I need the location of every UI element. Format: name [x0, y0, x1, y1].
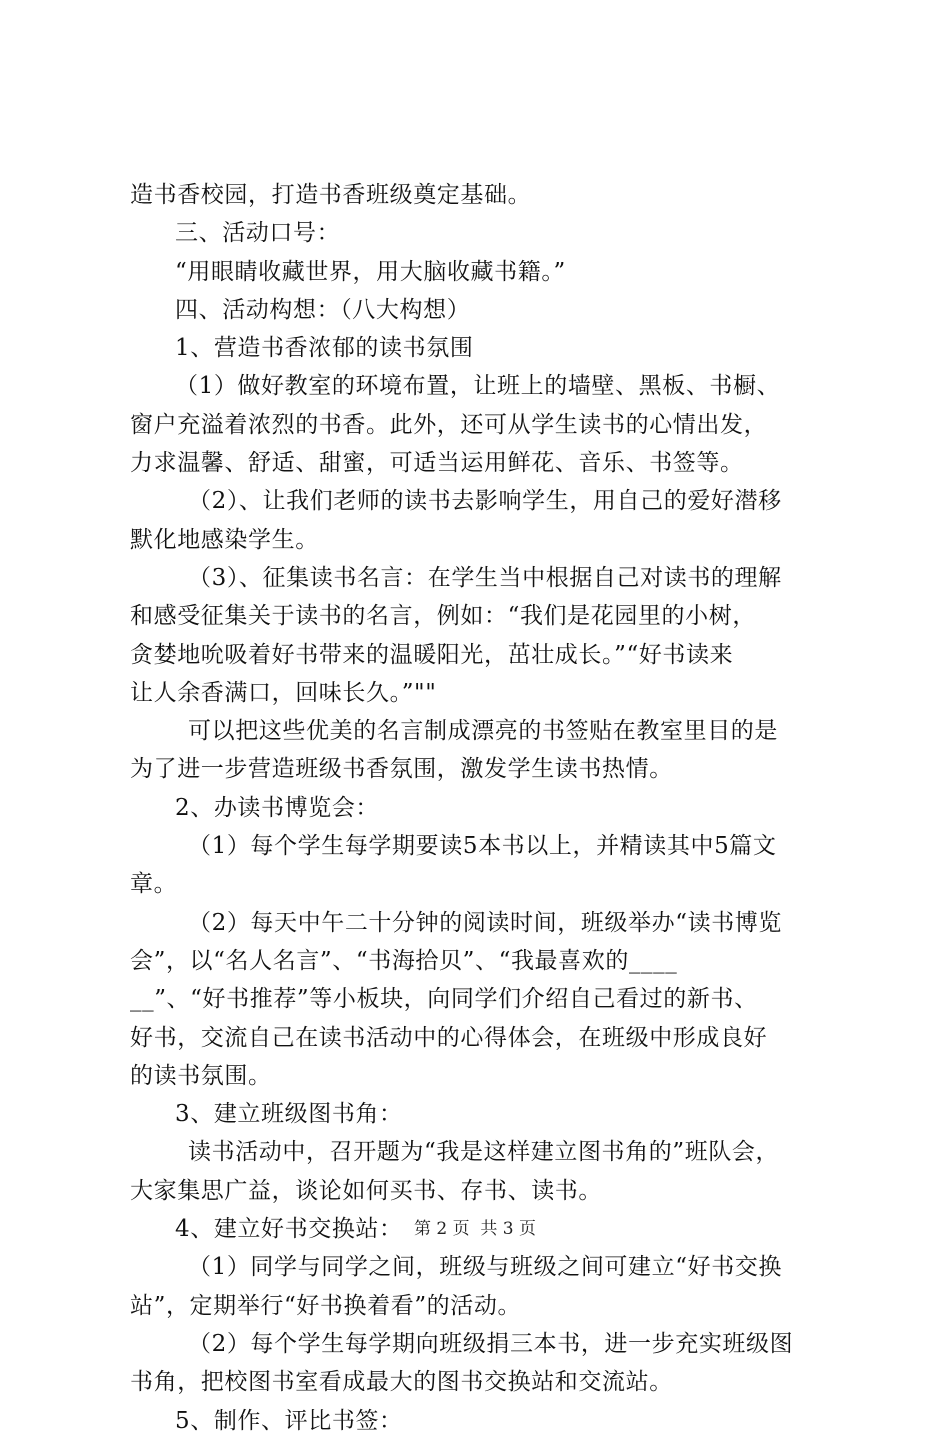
paragraph-line: （2）每天中午二十分钟的阅读时间，班级举办“读书博览 [188, 909, 782, 936]
paragraph-line: 好书，交流自己在读书活动中的心得体会，在班级中形成良好 [130, 1024, 768, 1051]
paragraph-line: （2）每个学生每学期向班级捐三本书，进一步充实班级图 [188, 1330, 794, 1357]
paragraph-line: 为了进一步营造班级书香氛围，激发学生读书热情。 [130, 756, 673, 783]
paragraph-line: 窗户充溢着浓烈的书香。此外，还可从学生读书的心情出发， [130, 411, 768, 438]
paragraph-line: （3）、征集读书名言：在学生当中根据自己对读书的理解 [188, 564, 782, 591]
subheading-bookmarks: 5、制作、评比书签： [175, 1407, 403, 1434]
section-heading-slogan: 三、活动口号： [175, 220, 341, 247]
section-heading-ideas: 四、活动构想：（八大构想） [175, 296, 471, 323]
subheading-book-fair: 2、办读书博览会： [175, 794, 380, 821]
paragraph-line: 贪婪地吮吸着好书带来的温暖阳光，茁壮成长。”“好书读来 [130, 641, 734, 668]
paragraph-line: 会”，以“名人名言”、“书海拾贝”、“我最喜欢的____ [130, 947, 678, 974]
paragraph-line: （1）做好教室的环境布置，让班上的墙壁、黑板、书橱、 [175, 373, 781, 400]
paragraph-line: 书角，把校图书室看成最大的图书交换站和交流站。 [130, 1369, 673, 1396]
subheading-book-exchange: 4、建立好书交换站： [175, 1216, 403, 1243]
paragraph-line: 站”，定期举行“好书换着看”的活动。 [130, 1292, 522, 1319]
paragraph-line: （1）每个学生每学期要读5本书以上，并精读其中5篇文 [188, 833, 777, 860]
paragraph-line: 章。 [130, 871, 178, 898]
paragraph-line: 可以把这些优美的名言制成漂亮的书签贴在教室里目的是 [188, 718, 778, 745]
paragraph-line: 和感受征集关于读书的名言，例如：“我们是花园里的小树， [130, 603, 756, 630]
slogan-text: “用眼睛收藏世界，用大脑收藏书籍。” [175, 258, 566, 285]
paragraph-line: （2）、让我们老师的读书去影响学生，用自己的爱好潜移 [188, 488, 782, 515]
paragraph-line: __”、“好书推荐”等小板块，向同学们介绍自己看过的新书、 [130, 986, 758, 1013]
paragraph-line: 让人余香满口，回味长久。”"" [130, 679, 437, 706]
paragraph-line: 读书活动中，召开题为“我是这样建立图书角的”班队会， [188, 1139, 780, 1166]
subheading-atmosphere: 1、营造书香浓郁的读书氛围 [175, 335, 474, 362]
document-body [130, 176, 842, 1440]
paragraph-line: 力求温馨、舒适、甜蜜，可适当运用鲜花、音乐、书签等。 [130, 450, 744, 477]
page-number-footer: 第 2 页 共 3 页 [413, 1219, 537, 1239]
subheading-book-corner: 3、建立班级图书角： [175, 1101, 403, 1128]
paragraph-line: 造书香校园，打造书香班级奠定基础。 [130, 182, 532, 208]
paragraph-line: （1）同学与同学之间，班级与班级之间可建立“好书交换 [188, 1254, 782, 1281]
paragraph-line: 大家集思广益，谈论如何买书、存书、读书。 [130, 1177, 602, 1204]
paragraph-line: 的读书氛围。 [130, 1062, 272, 1089]
paragraph-line: 默化地感染学生。 [130, 526, 319, 553]
